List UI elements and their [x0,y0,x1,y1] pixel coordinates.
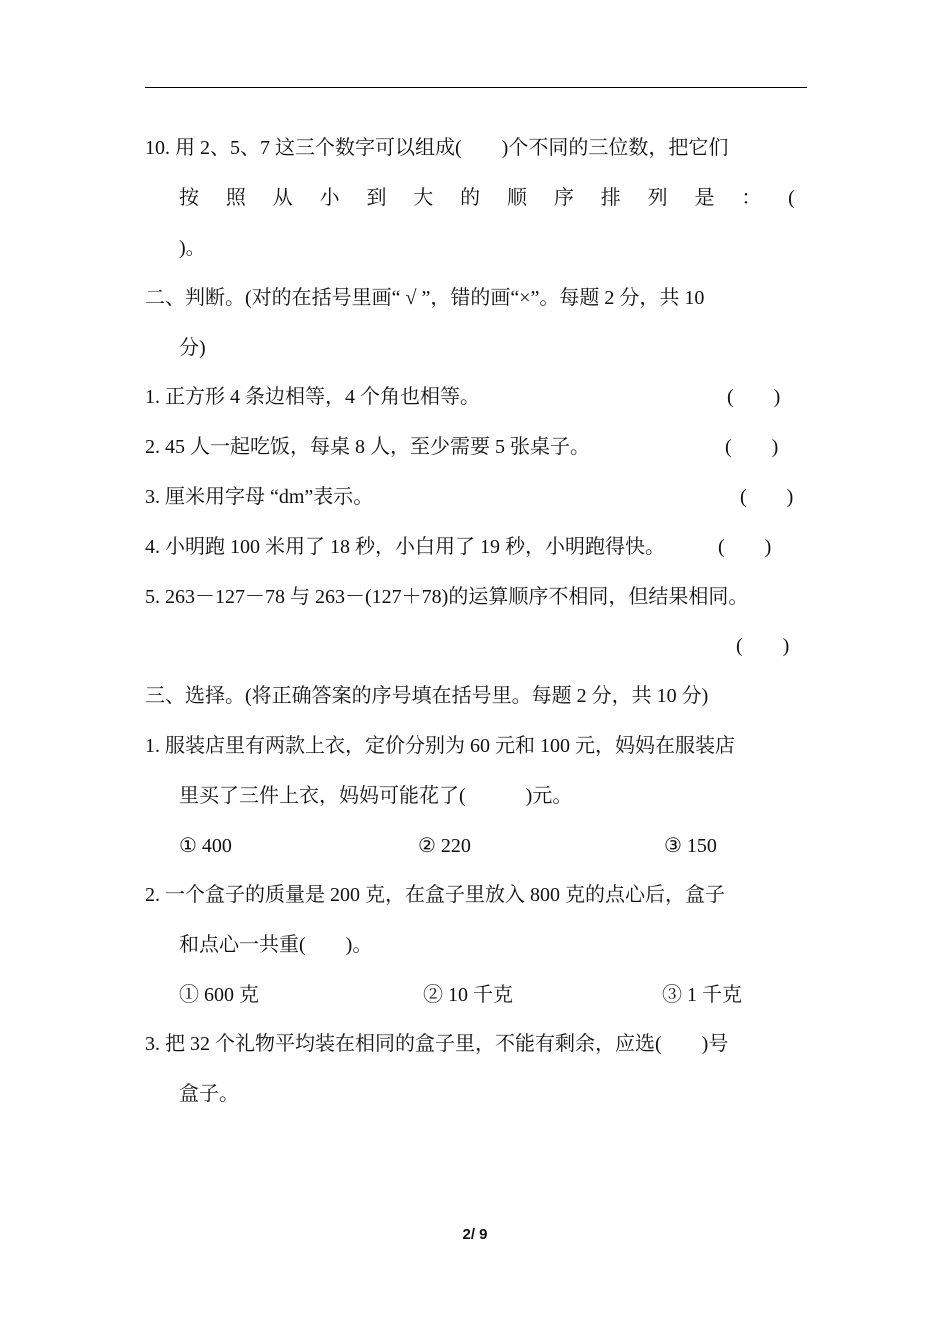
choice-q1-option-3: ③ 150 [664,835,717,857]
judge-item-3: 3. 厘米用字母 “dm”表示。 [145,486,374,508]
q10-char: 从 [272,187,293,209]
answer-paren-1: ( ) [727,386,781,408]
choice-q1-line1: 1. 服装店里有两款上衣，定价分别为 60 元和 100 元，妈妈在服装店 [145,735,735,757]
judge-item-5: 5. 263－127－78 与 263－(127＋78)的运算顺序不相同，但结果相同。 [145,586,749,608]
choice-q3-line1: 3. 把 32 个礼物平均装在相同的盒子里，不能有剩余，应选( )号 [145,1033,729,1055]
judge-item-1: 1. 正方形 4 条边相等，4 个角也相等。 [145,386,480,408]
choice-q2-option-1: ① 600 克 [179,984,259,1006]
q10-line1: 10. 用 2、5、7 这三个数字可以组成( )个不同的三位数，把它们 [145,137,729,159]
choice-q2-line2: 和点心一共重( )。 [179,934,373,956]
q10-char: 小 [319,187,340,209]
q10-char: 的 [460,187,481,209]
choice-q2-option-2: ② 10 千克 [423,984,513,1006]
header-rule [145,87,807,88]
answer-paren-3: ( ) [740,486,794,508]
choice-q1-option-2: ② 220 [418,835,471,857]
q10-char: 按 [179,187,199,209]
q10-line3: )。 [179,237,206,259]
choice-q2-option-3: ③ 1 千克 [662,984,742,1006]
choice-q1-line2: 里买了三件上衣，妈妈可能花了( )元。 [179,785,573,807]
q10-line2 [179,186,795,210]
q10-char: 序 [553,187,574,209]
q10-char: 顺 [507,187,528,209]
answer-paren-4: ( ) [718,536,772,558]
section2-heading-cont: 分) [179,337,206,359]
q10-char: ( [788,187,795,209]
section3-heading: 三、选择。(将正确答案的序号填在括号里。每题 2 分，共 10 分) [145,685,709,707]
choice-q2-line1: 2. 一个盒子的质量是 200 克，在盒子里放入 800 克的点心后，盒子 [145,884,725,906]
q10-char: 到 [366,187,387,209]
q10-char: 照 [225,187,246,209]
q10-char: 是 [694,187,715,209]
choice-q3-line2: 盒子。 [179,1083,239,1105]
q10-char: 大 [413,187,434,209]
q10-char: 列 [647,187,668,209]
answer-paren-2: ( ) [725,436,779,458]
page-number: 2/ 9 [462,1226,488,1243]
section2-heading: 二、判断。(对的在括号里画“ √ ”，错的画“×”。每题 2 分，共 10 [145,287,705,309]
judge-item-2: 2. 45 人一起吃饭，每桌 8 人，至少需要 5 张桌子。 [145,436,590,458]
choice-q1-option-1: ① 400 [179,835,232,857]
answer-paren-5: ( ) [736,635,790,657]
q10-char: 排 [600,187,621,209]
judge-item-4: 4. 小明跑 100 米用了 18 秒，小白用了 19 秒，小明跑得快。 [145,536,665,558]
q10-char: ： [741,187,762,209]
